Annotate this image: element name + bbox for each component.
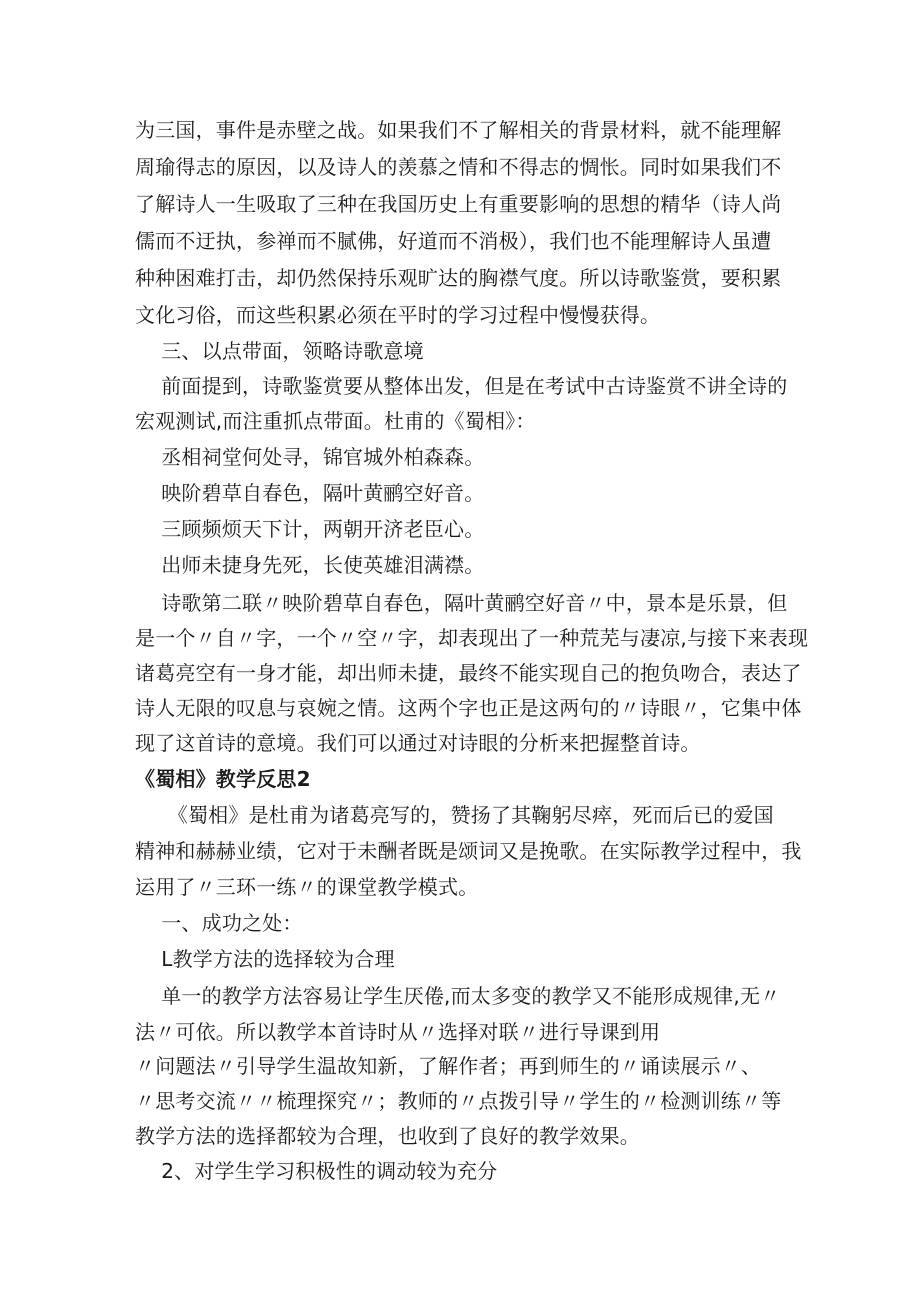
paragraph-line: 诸葛亮空有一身才能，却出师未捷，最终不能实现自己的抱负吻合，表达了: [135, 661, 802, 685]
paragraph-line: 为三国，事件是赤壁之战。如果我们不了解相关的背景材料，就不能理解: [135, 118, 782, 142]
paragraph-line: 前面提到，诗歌鉴赏要从整体出发，但是在考试中古诗鉴赏不讲全诗的: [135, 374, 788, 398]
paragraph-line: 种种困难打击，却仍然保持乐观旷达的胸襟气度。所以诗歌鉴赏，要积累: [135, 266, 782, 290]
paragraph-line: 运用了〃三环一练〃的课堂教学模式。: [135, 875, 479, 899]
paragraph-line: 精神和赫赫业绩，它对于未酬者既是颂词又是挽歌。在实际教学过程中，我: [135, 839, 802, 863]
paragraph-line: 法〃可依。所以教学本首诗时从〃选择对联〃进行导课到用: [135, 1020, 661, 1044]
poem-line: 映阶碧草自春色，隔叶黄鹂空好音。: [135, 481, 485, 505]
paragraph-line: 单一的教学方法容易让学生厌倦,而太多变的教学又不能形成规律,无〃: [135, 984, 781, 1008]
subsection-heading: L教学方法的选择较为合理: [135, 947, 395, 971]
paragraph-line: 文化习俗，而这些积累必须在平时的学习过程中慢慢获得。: [135, 303, 661, 327]
paragraph-line: 〃思考交流〃〃梳理探究〃；教师的〃点拨引导〃学生的〃检测训练〃等: [135, 1089, 782, 1113]
poem-line: 三顾频烦天下计，两朝开济老臣心。: [135, 517, 485, 541]
paragraph-line: 教学方法的选择都较为合理，也收到了良好的教学效果。: [135, 1124, 640, 1148]
paragraph-line: 是一个〃自〃字，一个〃空〃字，却表现出了一种荒芜与凄凉,与接下来表现: [135, 626, 809, 650]
paragraph-line: 儒而不迂执，参禅而不腻佛，好道而不消极），我们也不能理解诗人虽遭: [135, 229, 772, 253]
paragraph-line: 诗人无限的叹息与哀婉之情。这两个字也正是这两句的〃诗眼〃，它集中体: [135, 696, 802, 720]
section-heading: 三、以点带面，领略诗歌意境: [135, 339, 424, 363]
section-heading: 一、成功之处：: [135, 911, 303, 935]
paragraph-line: 诗歌第二联〃映阶碧草自春色，隔叶黄鹂空好音〃中，景本是乐景，但: [135, 591, 788, 615]
paragraph-line: 《蜀相》是杜甫为诸葛亮写的，赞扬了其鞠躬尽瘁，死而后已的爱国: [135, 803, 774, 827]
paragraph-line: 周瑜得志的原因，以及诗人的羡慕之情和不得志的惆怅。同时如果我们不: [135, 155, 782, 179]
document-title: 《蜀相》教学反思2: [135, 767, 311, 791]
paragraph-line: 〃问题法〃引导学生温故知新，了解作者；再到师生的〃诵读展示〃、: [135, 1054, 762, 1078]
poem-line: 出师未捷身先死，长使英雄泪满襟。: [135, 553, 485, 577]
paragraph-line: 现了这首诗的意境。我们可以通过对诗眼的分析来把握整首诗。: [135, 731, 701, 755]
subsection-heading: 2、对学生学习积极性的调动较为充分: [135, 1159, 498, 1183]
poem-line: 丞相祠堂何处寻，锦官城外柏森森。: [135, 445, 485, 469]
paragraph-line: 了解诗人一生吸取了三种在我国历史上有重要影响的思想的精华（诗人尚: [135, 192, 782, 216]
paragraph-line: 宏观测试,而注重抓点带面。杜甫的《蜀相》：: [135, 409, 536, 433]
